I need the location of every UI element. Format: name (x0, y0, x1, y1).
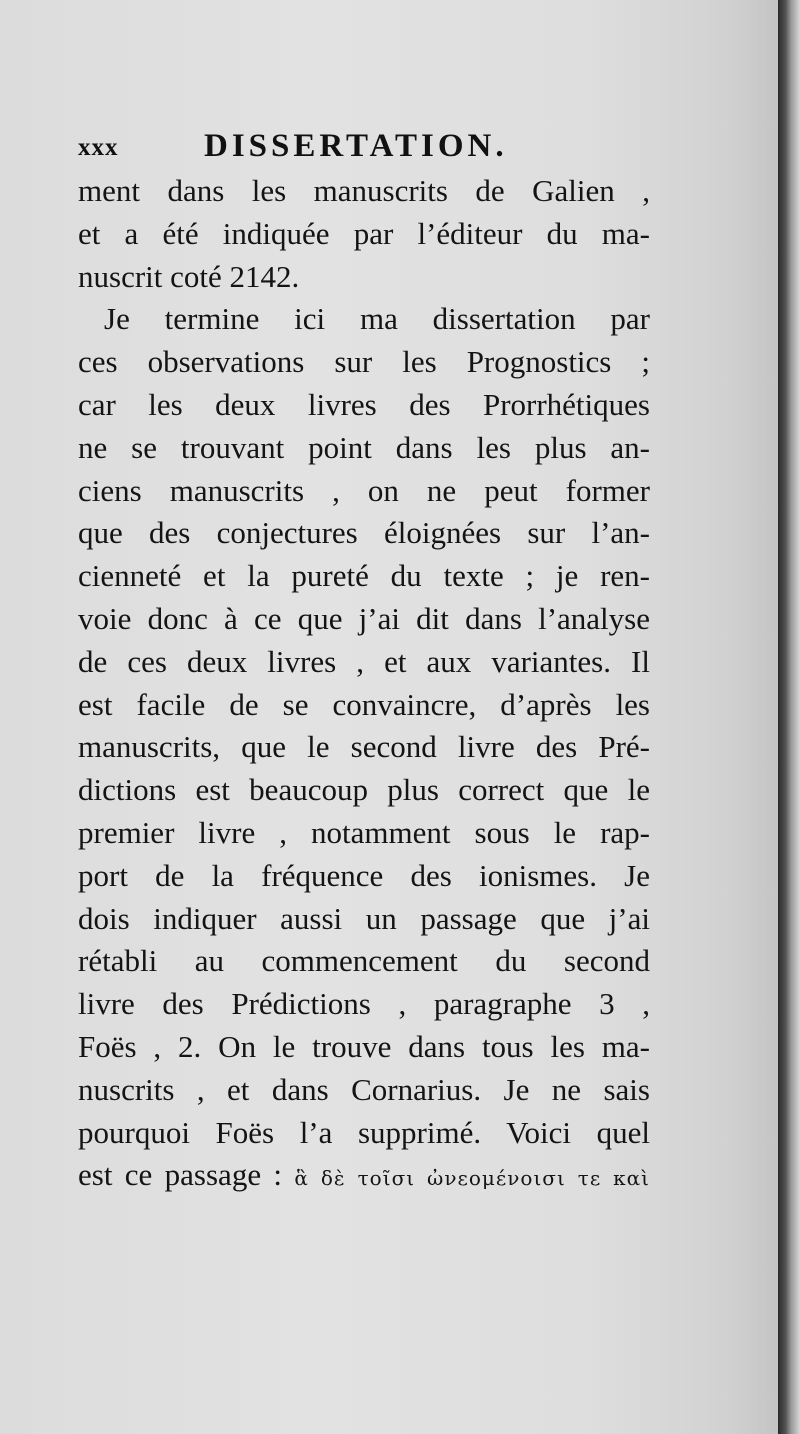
text-line: que des conjectures éloignées sur l’an- (78, 515, 650, 551)
text-line: Foës , 2. On le trouve dans tous les ma- (78, 1028, 650, 1064)
text-line-last (78, 1154, 650, 1197)
text-line: rétabli au commencement du second (78, 943, 650, 979)
text-line: est facile de se convaincre, d’après les (78, 686, 650, 722)
text-line: ciens manuscrits , on ne peut former (78, 472, 650, 508)
greek-quotation: ἃ δὲ τοῖσι ὠνεομένοισι τε καὶ (294, 1166, 650, 1191)
text-line: cienneté et la pureté du texte ; je ren- (78, 558, 650, 594)
text-line: ces observations sur les Prognostics ; (78, 344, 650, 380)
text-line: port de la fréquence des ionismes. Je (78, 857, 650, 893)
running-head: DISSERTATION. (204, 128, 508, 164)
text-line: dictions est beaucoup plus correct que le (78, 772, 650, 808)
text-line: manuscrits, que le second livre des Pré- (78, 729, 650, 765)
text-line: nuscrits , et dans Cornarius. Je ne sais (78, 1071, 650, 1107)
text-line: dois indiquer aussi un passage que j’ai (78, 900, 650, 936)
text-line: pourquoi Foës l’a supprimé. Voici quel (78, 1114, 650, 1150)
text-line: livre des Prédictions , paragraphe 3 , (78, 986, 650, 1022)
text-line: car les deux livres des Prorrhétiques (78, 386, 650, 422)
page-edge-shadow (778, 0, 800, 1434)
text-line: et a été indiquée par l’éditeur du ma- (78, 215, 650, 251)
text-line: nuscrit coté 2142. (78, 258, 300, 294)
text-line: de ces deux livres , et aux variantes. Il (78, 643, 650, 679)
page-number: xxx (78, 134, 119, 161)
paragraph-first-line: Je termine ici ma dissertation par (104, 301, 650, 337)
text-line: premier livre , notamment sous le rap- (78, 814, 650, 850)
text-line: ment dans les manuscrits de Galien , (78, 173, 650, 208)
body-text (78, 170, 650, 1197)
text-line: voie donc à ce que j’ai dit dans l’analyse (78, 600, 650, 636)
page-header (78, 128, 638, 168)
text-fragment-latin: est ce passage : (78, 1157, 283, 1193)
text-line: ne se trouvant point dans les plus an- (78, 429, 650, 465)
